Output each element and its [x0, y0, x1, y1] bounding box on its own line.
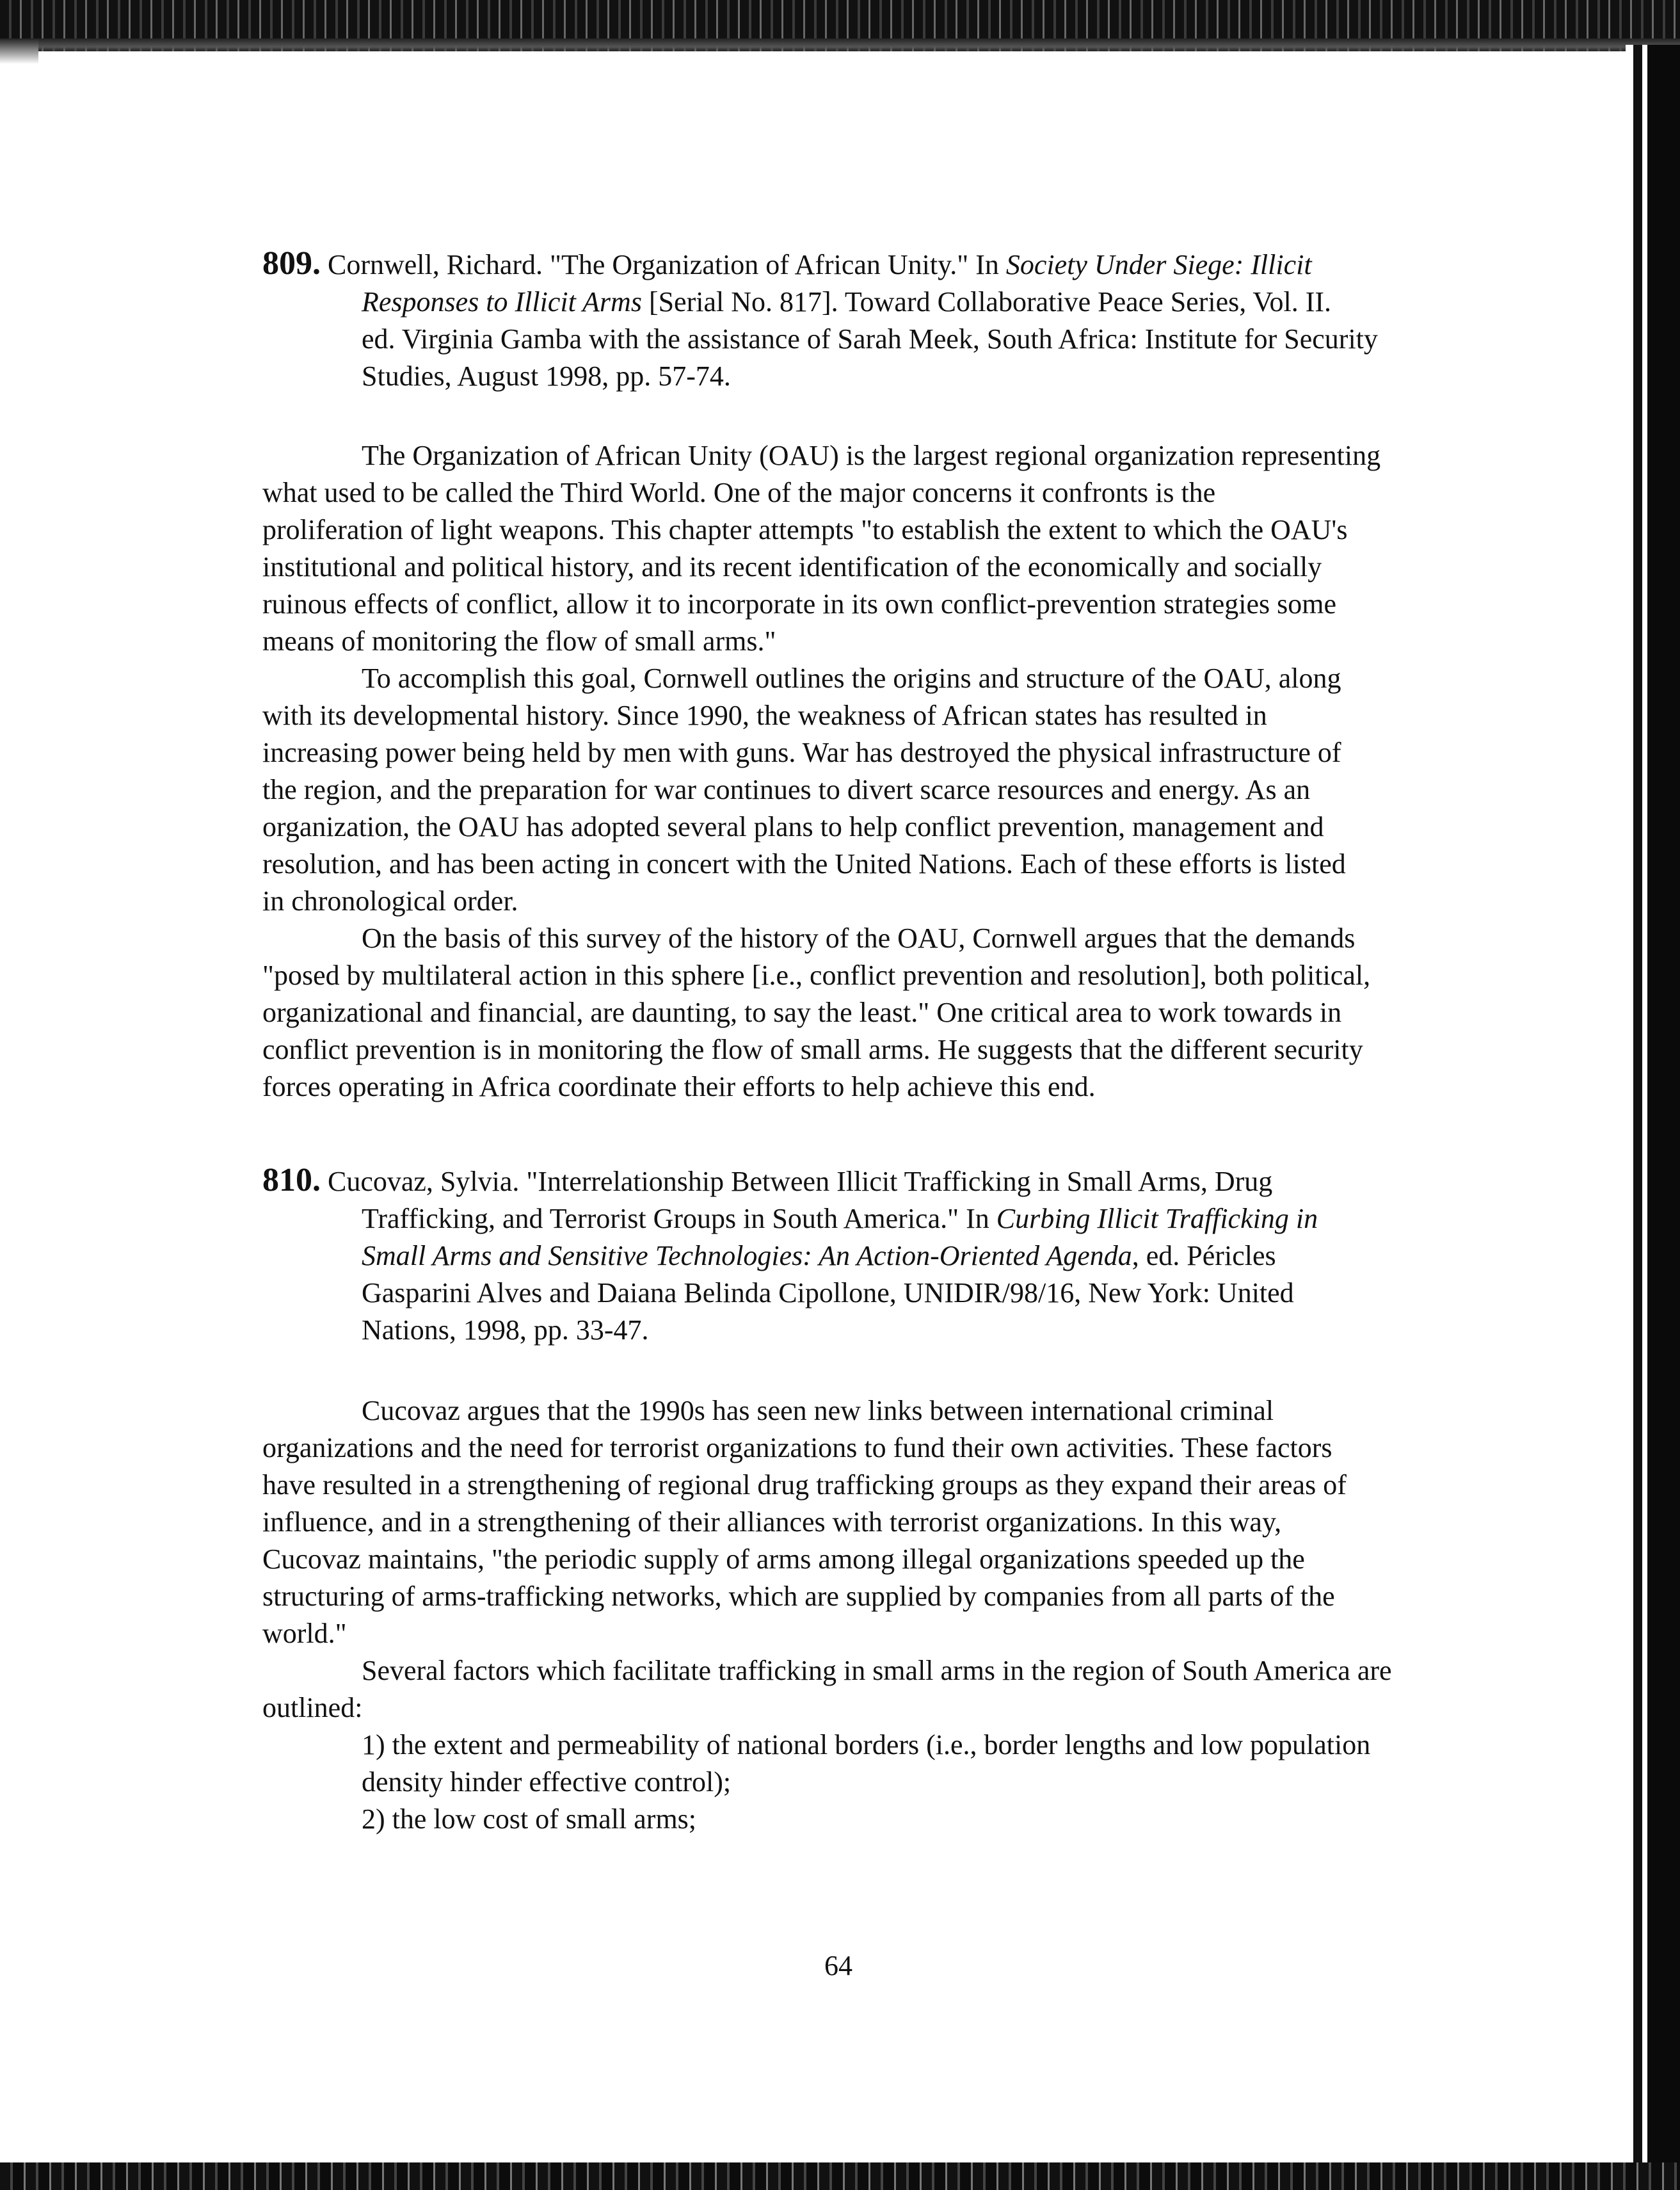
citation-line [262, 1237, 1555, 1275]
entry-number: 809. [262, 245, 321, 282]
entry-810-list-item-2 [262, 1801, 1536, 1838]
text-line: forces operating in Africa coordinate their efforts to help achieve this end. [262, 1071, 1096, 1102]
entry-number: 810. [262, 1162, 321, 1198]
citation-text: Nations, 1998, pp. 33-47. [362, 1314, 649, 1346]
text-line: have resulted in a strengthening of regional drug trafficking groups as they expand their areas of [262, 1469, 1347, 1501]
citation-text: [Serial No. 817]. Toward Collaborative Peace Series, Vol. II. [641, 286, 1332, 318]
citation-text: , ed. Péricles [1132, 1240, 1276, 1271]
text-line: Cucovaz argues that the 1990s has seen new links between international criminal [362, 1395, 1274, 1426]
text-line: conflict prevention is in monitoring the flow of small arms. He suggests that the different security [262, 1034, 1363, 1065]
citation-title: Curbing Illicit Trafficking in [996, 1203, 1318, 1234]
text-line: 1) the extent and permeability of national borders (i.e., border lengths and low population [362, 1729, 1371, 1760]
citation-line [262, 1312, 1555, 1349]
entry-810-paragraph-1 [262, 1392, 1536, 1652]
citation-line [262, 1275, 1555, 1312]
text-line: what used to be called the Third World. One of the major concerns it confronts is the [262, 477, 1216, 508]
text-line: density hinder effective control); [362, 1766, 732, 1798]
text-line: organization, the OAU has adopted several plans to help conflict prevention, management and [262, 811, 1324, 842]
entry-810-paragraph-2 [262, 1652, 1536, 1727]
citation-title: Responses to Illicit Arms [362, 286, 642, 318]
text-line: influence, and in a strengthening of their alliances with terrorist organizations. In this way, [262, 1506, 1282, 1538]
text-line: organizational and financial, are daunting, to say the least." One critical area to work towards in [262, 997, 1342, 1028]
text-line: 2) the low cost of small arms; [362, 1803, 697, 1835]
citation-text: Cucovaz, Sylvia. "Interrelationship Between Illicit Trafficking in Small Arms, Drug [328, 1166, 1273, 1197]
entry-809-citation [262, 245, 1555, 395]
entry-809-paragraph-2 [262, 660, 1536, 920]
text-line: Several factors which facilitate trafficking in small arms in the region of South America are [362, 1655, 1392, 1686]
citation-line [262, 321, 1555, 358]
text-line: increasing power being held by men with guns. War has destroyed the physical infrastructure of [262, 737, 1341, 768]
citation-line [262, 358, 1555, 395]
text-line: the region, and the preparation for war continues to divert scarce resources and energy. As an [262, 774, 1311, 805]
text-line: organizations and the need for terrorist organizations to fund their own activities. These factors [262, 1432, 1332, 1463]
text-line: outlined: [262, 1692, 363, 1723]
text-line: resolution, and has been acting in concert with the United Nations. Each of these efforts is listed [262, 848, 1346, 880]
text-line: proliferation of light weapons. This chapter attempts "to establish the extent to which the OAU's [262, 514, 1348, 545]
citation-text: Trafficking, and Terrorist Groups in South America." In [362, 1203, 996, 1234]
citation-text: Gasparini Alves and Daiana Belinda Cipollone, UNIDIR/98/16, New York: United [362, 1277, 1294, 1308]
page-number: 64 [824, 1950, 852, 1981]
citation-title: Society Under Siege: Illicit [1005, 249, 1312, 280]
text-line: Cucovaz maintains, "the periodic supply of arms among illegal organizations speeded up the [262, 1543, 1305, 1575]
entry-809-paragraph-1 [262, 437, 1536, 660]
citation-line [262, 284, 1555, 321]
citation-text: ed. Virginia Gamba with the assistance of Sarah Meek, South Africa: Institute for Security [362, 323, 1378, 355]
text-line: structuring of arms-trafficking networks, which are supplied by companies from all parts of the [262, 1581, 1335, 1612]
text-line: ruinous effects of conflict, allow it to incorporate in its own conflict-prevention strategies some [262, 588, 1337, 620]
citation-line [262, 1162, 1555, 1200]
text-line: The Organization of African Unity (OAU) is the largest regional organization representing [362, 440, 1381, 471]
entry-810-list-item-1 [262, 1727, 1536, 1801]
text-line: world." [262, 1618, 347, 1649]
citation-title: Small Arms and Sensitive Technologies: An Action-Oriented Agenda [362, 1240, 1132, 1271]
entry-810-citation [262, 1162, 1555, 1349]
citation-line [262, 1200, 1555, 1237]
citation-text: Studies, August 1998, pp. 57-74. [362, 360, 731, 392]
text-line: institutional and political history, and its recent identification of the economically and socially [262, 551, 1322, 583]
text-line: with its developmental history. Since 1990, the weakness of African states has resulted in [262, 700, 1267, 731]
text-line: To accomplish this goal, Cornwell outlines the origins and structure of the OAU, along [362, 663, 1341, 694]
entry-809-paragraph-3 [262, 920, 1536, 1106]
citation-text: Cornwell, Richard. "The Organization of African Unity." In [328, 249, 1006, 280]
text-line: "posed by multilateral action in this sphere [i.e., conflict prevention and resolution], both political, [262, 960, 1371, 991]
citation-line [262, 245, 1555, 284]
text-line: On the basis of this survey of the history of the OAU, Cornwell argues that the demands [362, 922, 1356, 954]
text-line: means of monitoring the flow of small arms." [262, 625, 776, 657]
text-line: in chronological order. [262, 885, 518, 917]
